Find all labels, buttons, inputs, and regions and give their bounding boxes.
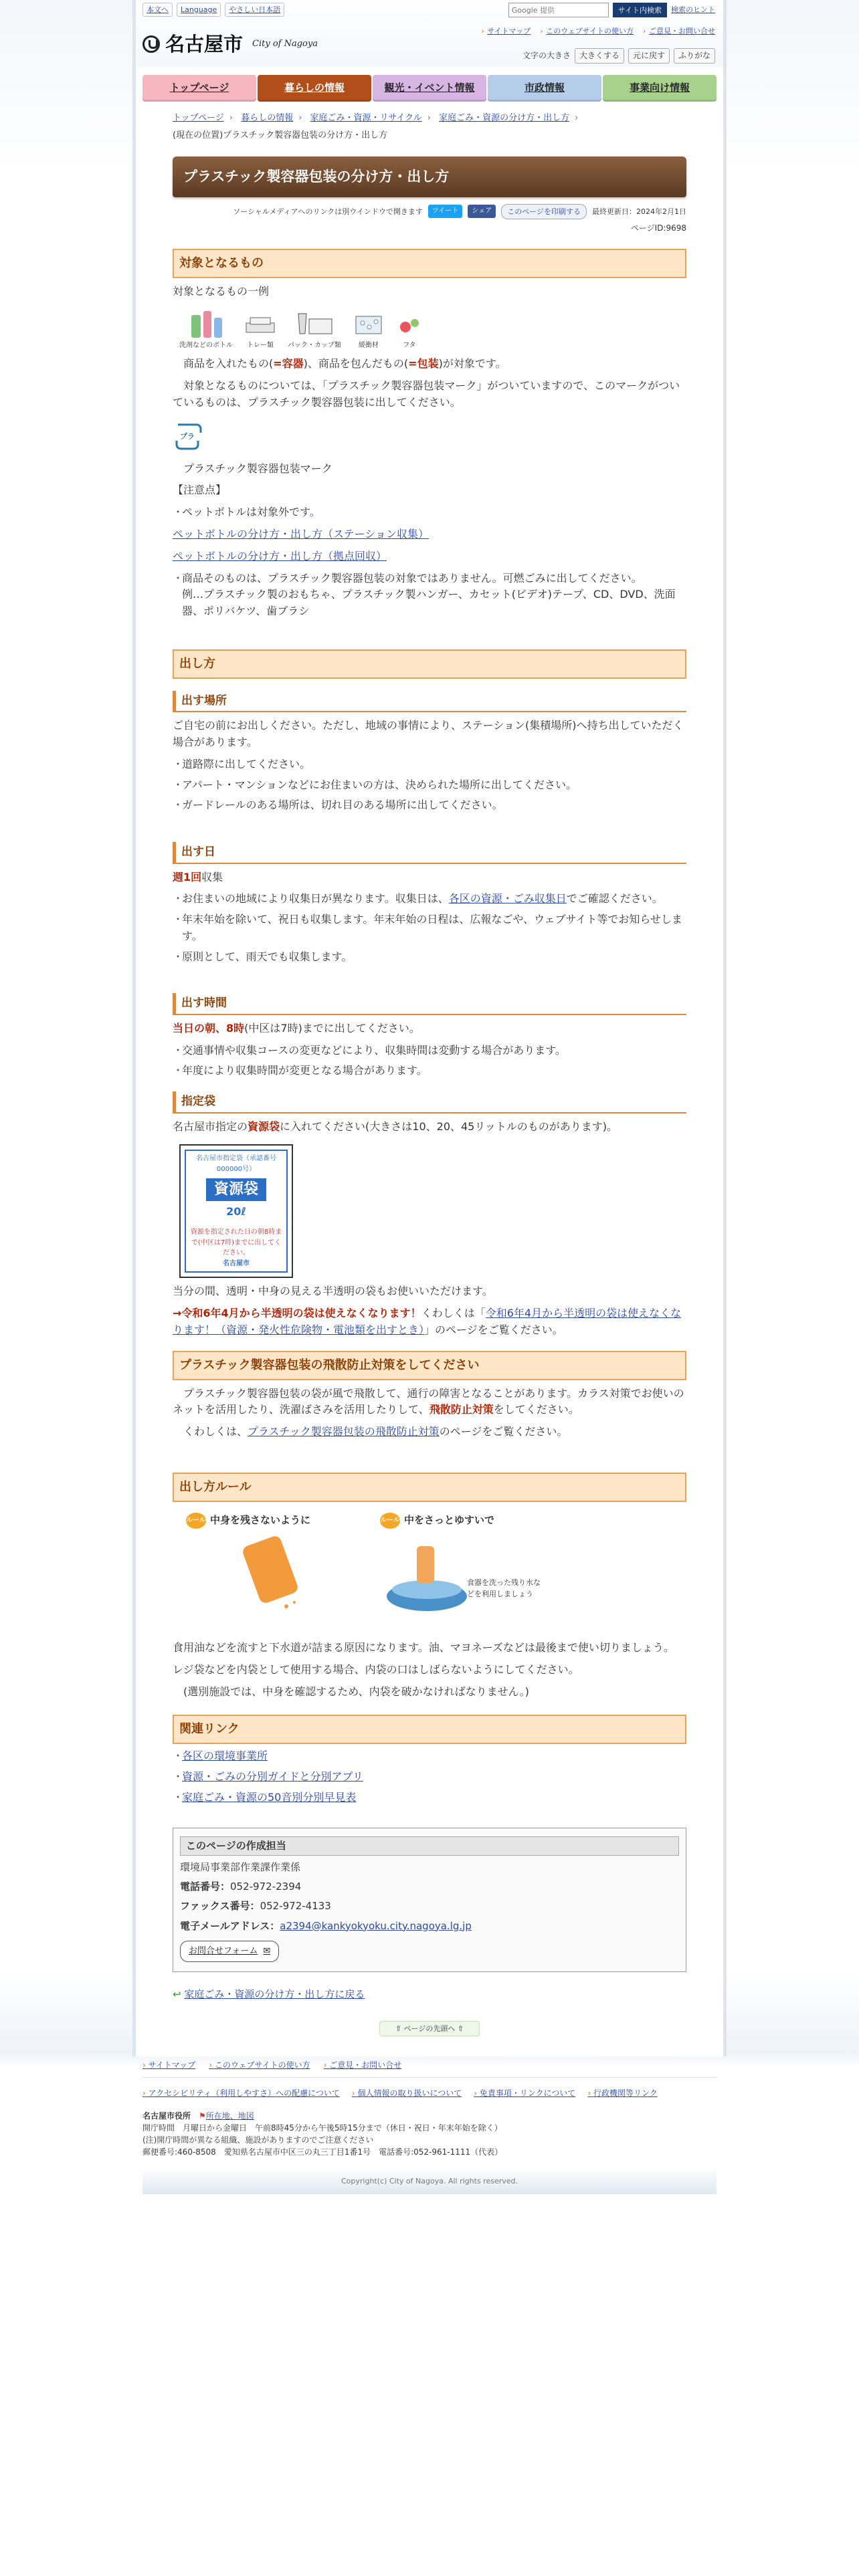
rules-text2: レジ袋などを内袋として使用する場合、内袋の口はしばらないようにしてください。	[173, 1662, 579, 1676]
list-item: ・ お住まいの地域により収集日が異なります。収集日は、各区の資源・ごみ収集日でご確認ください。	[173, 891, 686, 907]
rule-tag: ルール	[380, 1513, 400, 1529]
list-item: ・ 商品そのものは、プラスチック製容器包装の対象ではありません。可燃ごみに出してください。 例…プラスチック製のおもちゃ、プラスチック製ハンガー、カセット(ビデオ)テープ、CD、DVD、洗面器、ポリバケツ、歯ブラシ	[173, 570, 686, 620]
breadcrumb-link[interactable]: トップページ	[173, 113, 224, 123]
contact-dept: 環境局事業部作業課作業係	[180, 1860, 301, 1873]
breadcrumb-link[interactable]: 暮らしの情報	[241, 113, 294, 123]
text-size-label: 文字の大きさ	[522, 51, 571, 60]
section-heading-scatter: プラスチック製容器包装の飛散防止対策をしてください	[173, 1351, 686, 1380]
cushioning-icon	[352, 307, 385, 340]
day-notes	[173, 891, 686, 965]
section-heading-related: 関連リンク	[173, 1715, 686, 1744]
section-heading-target: 対象となるもの	[173, 249, 686, 278]
list-item: ・ 年末年始を除いて、祝日も収集します。年末年始の日程は、広報なごや、ウェブサイト等でお知らせします。	[173, 911, 686, 945]
text-size-large-button[interactable]: 大きくする	[575, 48, 624, 64]
back-link[interactable]: 家庭ごみ・資源の分け方・出し方に戻る	[184, 1988, 365, 2000]
breadcrumb: トップページ › 暮らしの情報 › 家庭ごみ・資源・リサイクル › 家庭ごみ・資源の分け方・出し方 › (現在の位置)プラスチック製容器包装の分け方・出し方	[173, 113, 579, 140]
print-button[interactable]: このページを印刷する	[501, 204, 587, 219]
email-link[interactable]: a2394@kankyokyoku.city.nagoya.lg.jp	[280, 1919, 472, 1932]
svg-text:プラ: プラ	[180, 431, 195, 441]
logo-text: 名古屋市	[165, 33, 244, 56]
map-link[interactable]: 所在地、地図	[205, 2111, 254, 2121]
bag-note: 資源を指定された日の朝8時まで(中区は7時)までに出してください。	[190, 1228, 282, 1257]
list-item: ・ 原則として、雨天でも収集します。	[173, 949, 686, 966]
example-item: フタ	[396, 307, 423, 351]
list-item: ・ 道路際に出してください。	[173, 756, 686, 773]
back-link-row	[173, 1987, 686, 2002]
office-address: 郵便番号:460-8508 愛知県名古屋市中区三の丸三丁目1番1号 電話番号:052-961-1111（代表）	[142, 2147, 503, 2157]
related-link[interactable]: 各区の環境事業所	[182, 1749, 268, 1763]
rule-title: 中をさっとゆすいで	[404, 1514, 495, 1527]
list-item: ・ アパート・マンションなどにお住まいの方は、決められた場所に出してください。	[173, 777, 686, 794]
up-arrow-icon: ⇧	[395, 2024, 404, 2034]
list-item: ・ ペットボトルは対象外です。	[173, 504, 686, 521]
footer-link[interactable]: › 行政機関等リンク	[587, 2087, 657, 2100]
logo-english: City of Nagoya	[252, 39, 318, 49]
list-item	[173, 1790, 686, 1806]
breadcrumb-link[interactable]: 家庭ごみ・資源・リサイクル	[310, 113, 422, 123]
utility-links	[142, 3, 284, 17]
related-links-section	[173, 1715, 686, 1806]
example-item: パック・カップ類	[288, 307, 341, 351]
bag-size: 20ℓ	[226, 1205, 246, 1218]
tray-icon	[244, 307, 277, 340]
header-subnav	[481, 25, 715, 37]
gnav-cityhall[interactable]: 市政情報	[488, 75, 601, 102]
place-text: ご自宅の前にお出しください。ただし、地域の事情により、ステーション(集積場所)へ持ち出していただく場合があります。	[173, 719, 684, 748]
bag-approval: 名古屋市指定袋（承認番号000000号）	[196, 1155, 276, 1173]
contact-email: 電子メールアドレス：a2394@kankyokyoku.city.nagoya.lg.jp	[180, 1919, 472, 1932]
subheading-bag: 指定袋	[173, 1091, 686, 1113]
bag-after-text: 当分の間、透明・中身の見える半透明の袋もお使いいただけます。	[173, 1285, 493, 1298]
rules-illustrations	[186, 1513, 686, 1613]
time-text: 当日の朝、8時(中区は7時)までに出してください。	[173, 1021, 420, 1035]
scatter-link-text: くわしくは、プラスチック製容器包装の飛散防止対策のページをご覧ください。	[183, 1425, 568, 1438]
subheading-place: 出す場所	[173, 691, 686, 712]
text-size-controls	[522, 48, 715, 64]
search-hint-link[interactable]: 検索のヒント	[671, 5, 715, 15]
page-top-button[interactable]: ⇧ ページの先頭へ ⇧	[379, 2021, 480, 2036]
main-content	[136, 110, 723, 2036]
designated-bag-image	[179, 1144, 293, 1278]
site-header	[136, 0, 723, 67]
pet-base-link[interactable]: ペットボトルの分け方・出し方（拠点回収）	[173, 549, 387, 562]
rinse-note: 食器を洗った残り水などを利用しましょう	[467, 1578, 541, 1598]
target-summary: 商品を入れたもの(=容器)、商品を包んだもの(=包装)が対象です。	[183, 357, 506, 370]
office-hours: 開庁時間 月曜日から金曜日 午前8時45分から午後5時15分まで（休日・祝日・年末年始を除く）	[142, 2123, 502, 2133]
bag-label: 資源袋	[206, 1178, 266, 1201]
list-item	[173, 1748, 686, 1765]
footer-link[interactable]: › ご意見・お問い合せ	[324, 2059, 402, 2072]
updated-date: 最終更新日：2024年2月1日	[592, 207, 686, 216]
notes-label: 【注意点】	[173, 484, 227, 497]
list-item	[173, 1769, 686, 1786]
contact-tel: 電話番号：052-972-2394	[180, 1881, 302, 1893]
footer-link[interactable]: › アクセシビリティ（利用しやすさ）への配慮について	[142, 2087, 340, 2100]
time-notes	[173, 1043, 686, 1080]
footer-link[interactable]: › このウェブサイトの使い方	[209, 2059, 310, 2072]
lid-icon	[396, 307, 423, 340]
rule-empty	[186, 1513, 353, 1613]
footer-link[interactable]: › 個人情報の取り扱いについて	[352, 2087, 462, 2100]
easy-japanese-link[interactable]: やさしい日本語	[225, 3, 284, 17]
map-pin-icon: ⚑	[199, 2111, 206, 2121]
bag-warning: →令和6年4月から半透明の袋は使えなくなります！くわしくは「令和6年4月から半透明の袋は使えなくなります！（資源・発火性危険物・電池類を出すとき）」のページをご覧ください。	[173, 1307, 682, 1336]
office-note: (注)開庁時間が異なる組織、施設がありますのでご注意ください	[142, 2135, 374, 2145]
collection-day-link[interactable]: 各区の資源・ごみ収集日	[448, 892, 567, 905]
bag-text: 名古屋市指定の資源袋に入れてください(大きさは10、20、45リットルのものがあります)。	[173, 1119, 617, 1133]
contact-fax: ファックス番号：052-972-4133	[180, 1900, 331, 1913]
footer-info	[142, 2110, 717, 2158]
scatter-prevention-link[interactable]: プラスチック製容器包装の飛散防止対策	[248, 1425, 440, 1438]
notes-list	[173, 504, 686, 521]
bag-city: 名古屋市	[223, 1259, 250, 1267]
skip-to-content-link[interactable]: 本文へ	[142, 3, 173, 17]
contact-box	[173, 1828, 686, 1972]
site-search	[508, 3, 715, 17]
rule-title: 中身を残さないように	[210, 1514, 311, 1527]
tweet-button[interactable]: ツイート	[428, 205, 463, 218]
empty-container-illustration	[186, 1533, 347, 1613]
list-item: ・ 交通事情や収集コースの変更などにより、収集時間は変動する場合があります。	[173, 1043, 686, 1059]
rule-rinse	[380, 1513, 547, 1613]
breadcrumb-current-prefix: (現在の位置)	[173, 130, 223, 140]
subheading-day: 出す日	[173, 842, 686, 863]
sns-note: ソーシャルメディアへのリンクは別ウインドウで開きます	[233, 207, 423, 216]
subheading-time: 出す時間	[173, 993, 686, 1014]
section-heading-rules: 出し方ルール	[173, 1473, 686, 1502]
rinse-illustration	[380, 1533, 547, 1620]
day-text: 週1回収集	[173, 870, 223, 883]
mark-caption: プラスチック製容器包装マーク	[183, 461, 332, 475]
footer-link[interactable]: › サイトマップ	[142, 2059, 195, 2072]
bottle-icon	[187, 307, 225, 340]
global-nav	[136, 67, 723, 107]
inquiry-form-button[interactable]: お問合せフォーム ✉	[180, 1941, 279, 1962]
pla-mark-icon	[173, 421, 202, 450]
feedback-link[interactable]: › ご意見・お問い合せ	[643, 25, 715, 37]
notes-list	[173, 570, 686, 620]
mail-icon: ✉	[263, 1945, 271, 1956]
breadcrumb-current: プラスチック製容器包装の分け方・出し方	[223, 130, 388, 140]
office-name: 名古屋市役所	[142, 2111, 191, 2121]
related-links	[173, 1748, 686, 1806]
page-title: プラスチック製容器包装の分け方・出し方	[173, 156, 686, 197]
furigana-button[interactable]: ふりがな	[674, 48, 715, 64]
example-item: 緩衝材	[352, 307, 385, 351]
pet-station-link[interactable]: ペットボトルの分け方・出し方（ステーション収集）	[173, 527, 430, 540]
pack-cup-icon	[293, 307, 336, 340]
example-item: 洗剤などのボトル	[179, 307, 233, 351]
search-button[interactable]: サイト内検索	[613, 3, 667, 17]
rule-tag: ルール	[186, 1513, 206, 1529]
rules-text1: 食用油などを流すと下水道が詰まる原因になります。油、マヨネーズなどは最後まで使い切りましょう。	[173, 1640, 674, 1654]
gnav-business[interactable]: 事業向け情報	[603, 75, 717, 102]
scatter-text: プラスチック製容器包装の袋が風で飛散して、通行の障害となることがあります。カラス対策でお使いのネットを活用したり、洗濯ばさみを活用したりして、飛散防止対策をしてください。	[173, 1386, 684, 1416]
breadcrumb-link[interactable]: 家庭ごみ・資源の分け方・出し方	[439, 113, 570, 123]
contact-title: このページの作成担当	[180, 1836, 679, 1856]
search-input[interactable]	[508, 3, 609, 17]
share-button[interactable]: シェア	[468, 205, 496, 218]
example-item: トレー類	[244, 307, 277, 351]
language-link[interactable]: Language	[177, 3, 221, 17]
mark-description: 対象となるものについては、「プラスチック製容器包装マーク」がついていますので、このマークがついているものは、プラスチック製容器包装に出してください。	[173, 379, 680, 409]
gnav-top[interactable]: トップページ	[142, 75, 256, 102]
example-items	[179, 307, 686, 351]
gnav-tourism[interactable]: 観光・イベント情報	[373, 75, 486, 102]
examples-label: 対象となるもの一例	[173, 285, 270, 298]
related-link[interactable]: 資源・ごみの分別ガイドと分別アプリ	[182, 1770, 363, 1783]
page-id: ページID:9698	[630, 223, 686, 233]
copyright: Copyright(c) City of Nagoya. All rights reserved.	[142, 2167, 717, 2193]
page-container	[132, 0, 727, 2186]
place-notes	[173, 756, 686, 814]
list-item: ・ 年度により収集時間が変更となる場合があります。	[173, 1063, 686, 1079]
footer-nav-2	[142, 2078, 717, 2105]
rules-text3: (選別施設では、中身を確認するため、内袋を破かなければなりません。)	[183, 1685, 529, 1698]
footer-link[interactable]: › 免責事項・リンクについて	[474, 2087, 575, 2100]
city-emblem-icon	[142, 35, 160, 53]
footer-nav	[142, 2054, 717, 2078]
page-meta	[173, 204, 686, 219]
text-size-reset-button[interactable]: 元に戻す	[628, 48, 670, 64]
site-logo[interactable]	[142, 29, 318, 60]
section-heading-dashikata: 出し方	[173, 649, 686, 679]
related-link[interactable]: 家庭ごみ・資源の50音別分別早見表	[182, 1790, 357, 1804]
semi-transparent-bag-link[interactable]: 令和6年4月から半透明の袋は使えなくなります！（資源・発火性危険物・電池類を出すとき）	[173, 1307, 682, 1336]
list-item: ・ ガードレールのある場所は、切れ目のある場所に出してください。	[173, 797, 686, 814]
site-footer	[136, 2054, 723, 2193]
sitemap-link[interactable]: › サイトマップ	[481, 25, 531, 37]
gnav-living[interactable]: 暮らしの情報	[258, 75, 371, 102]
howto-link[interactable]: › このウェブサイトの使い方	[540, 25, 634, 37]
